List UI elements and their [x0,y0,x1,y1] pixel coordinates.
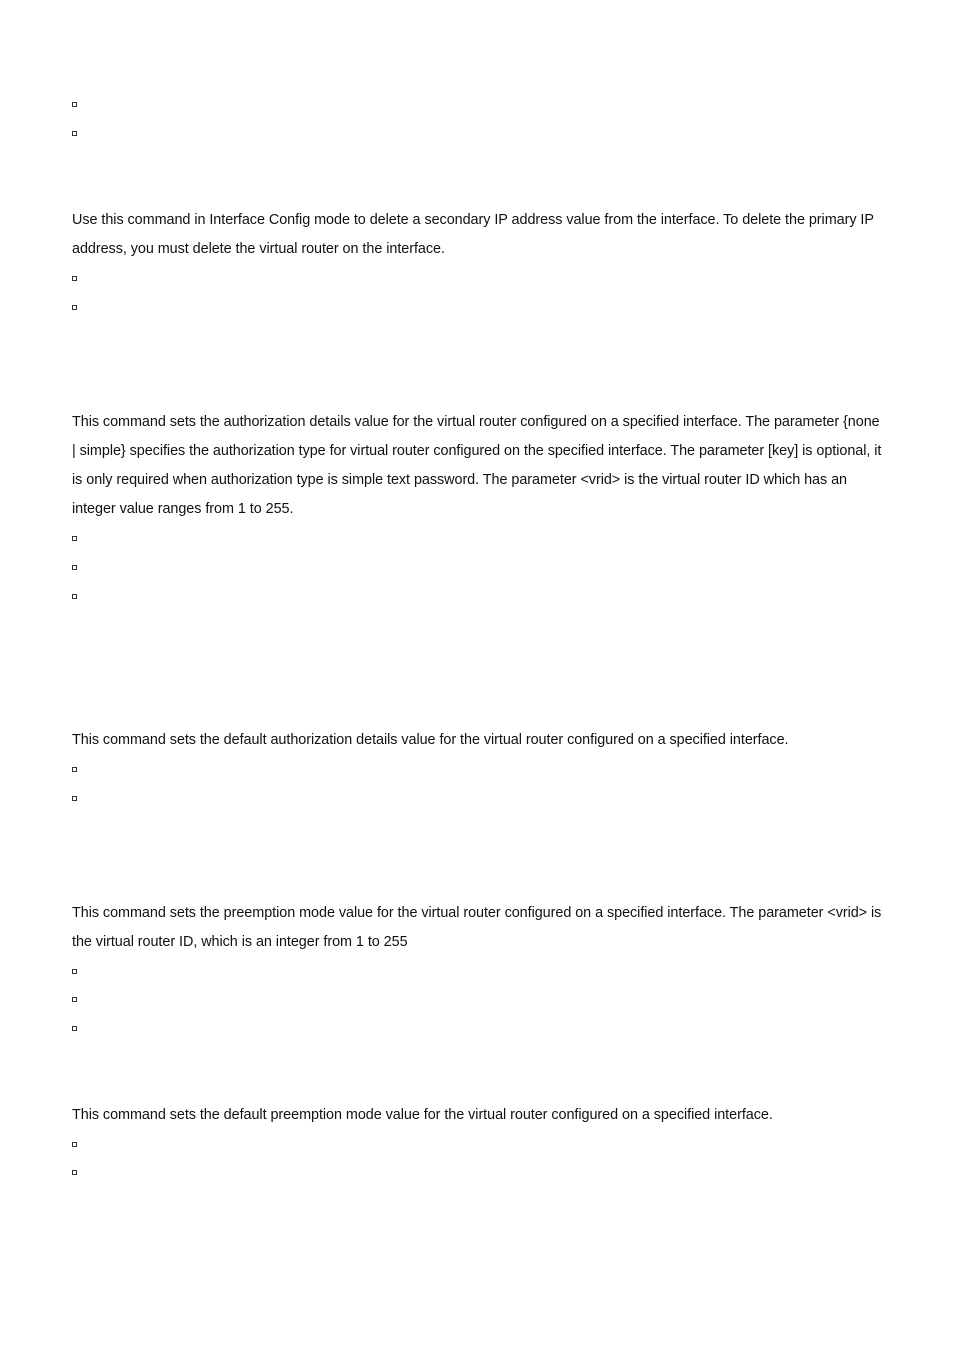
square-bullet-icon [72,995,80,1003]
square-bullet-icon [72,1140,80,1148]
square-bullet-icon [72,274,80,282]
description-paragraph: This command sets the default authorization details value for the virtual router configured on a specified interface. [72,732,789,748]
square-bullet-icon [72,303,80,311]
square-bullet-icon [72,592,80,600]
description-paragraph: Use this command in Interface Config mode to delete a secondary IP address value from the interface. To delete the primary IP address, you must delete the virtual router on the interface. [72,212,874,257]
square-bullet-icon [72,129,80,137]
square-bullet-icon [72,794,80,802]
square-bullet-icon [72,534,80,542]
square-bullet-icon [72,100,80,108]
square-bullet-icon [72,1024,80,1032]
description-paragraph: This command sets the preemption mode value for the virtual router configured on a specified interface. The parameter <vrid> is the virtual router ID, which is an integer from 1 to 255 [72,905,882,950]
square-bullet-icon [72,765,80,773]
square-bullet-icon [72,967,80,975]
description-paragraph: This command sets the authorization details value for the virtual router configured on a specified interface. The parameter {none | simple} specifies the authorization type for virtual router configured on the specified interface. The parameter [key] is optional, it is only required when authorization type is simple text password. The parameter <vrid> is the virtual router ID which has an integer value ranges from 1 to 255. [72,414,882,517]
description-paragraph: This command sets the default preemption mode value for the virtual router configured on a specified interface. [72,1107,773,1123]
square-bullet-icon [72,563,80,571]
square-bullet-icon [72,1168,80,1176]
